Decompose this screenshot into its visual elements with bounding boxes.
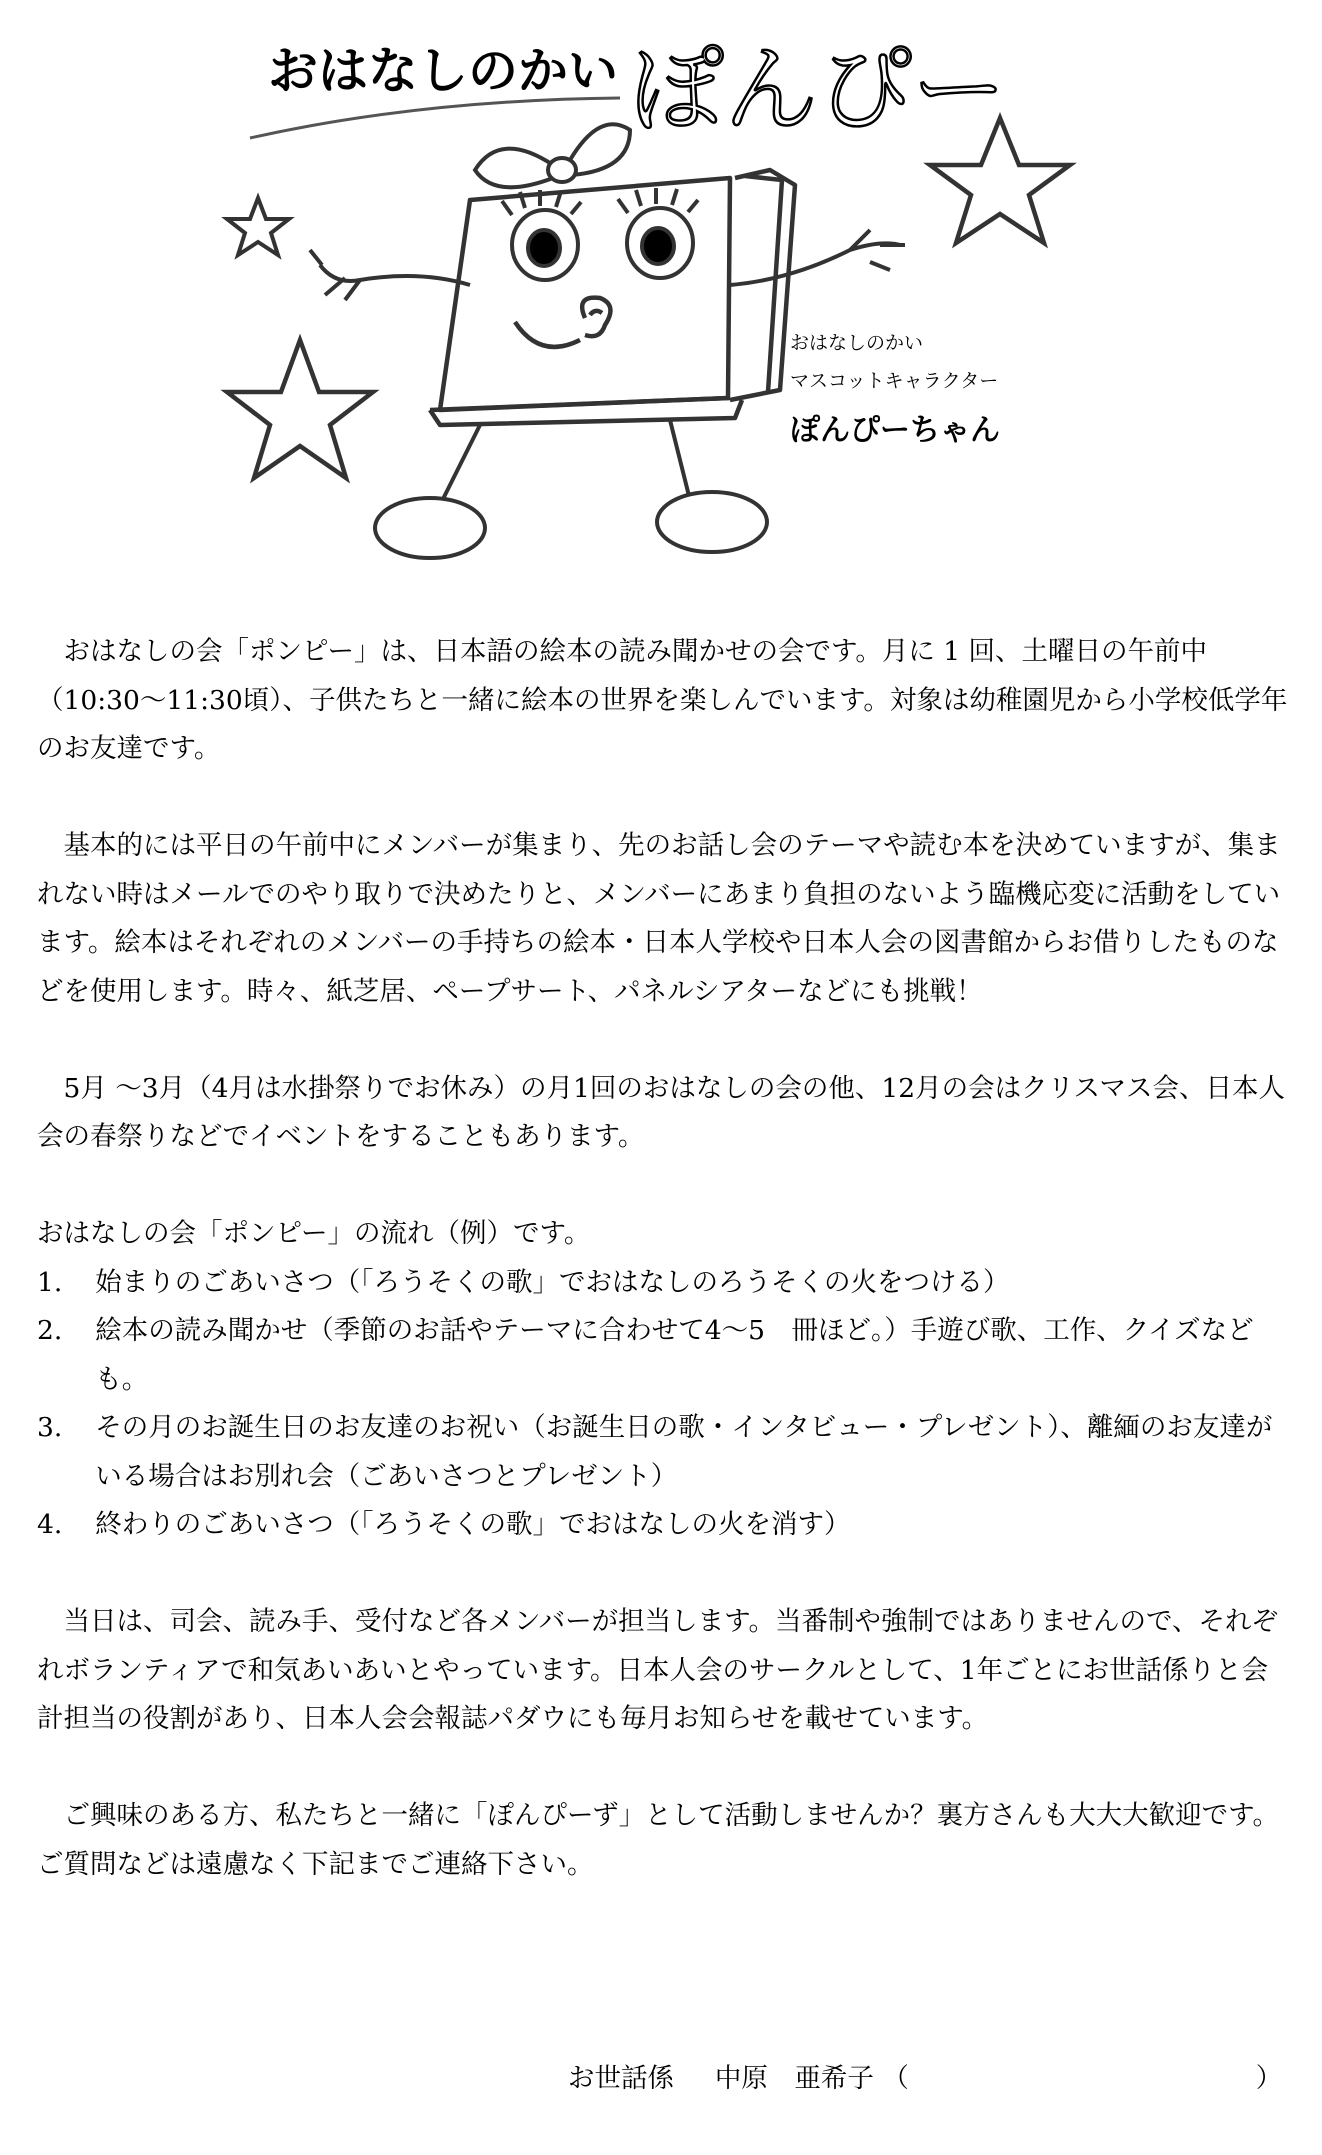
- flow-item: 4. 終わりのごあいさつ（「ろうそくの歌」でおはなしの火を消す）: [37, 1509, 851, 1540]
- contact-name: 中原 亜希子: [714, 2063, 874, 2094]
- book-mascot: [430, 170, 795, 425]
- invite-paragraph: ご興味のある方、私たちと一緒に「ぽんぴーず」として活動しませんか？裏方さんも大大大歓迎です。ご質問などは遠慮なく下記までご連絡下さい。: [37, 1800, 1280, 1880]
- mascot-caption-line2: マスコットキャラクター: [790, 370, 999, 392]
- title-right: ぽんぴー: [630, 36, 1007, 145]
- large-star-icon-left: [227, 340, 373, 478]
- flow-item: 1. 始まりのごあいさつ（「ろうそくの歌」でおはなしのろうそくの火をつける）: [37, 1266, 1010, 1298]
- title-left: おはなしのかい: [268, 42, 618, 100]
- mascot-caption-line1: おはなしのかい: [790, 332, 924, 354]
- bow-icon: [475, 124, 630, 187]
- schedule-paragraph: 5月 〜3月（4月は水掛祭りでお休み）の月1回のおはなしの会の他、12月の会はクリスマス会、日本人会の春祭りなどでイベントをすることもあります。: [37, 1072, 1286, 1152]
- flow-item: 3. その月のお誕生日のお友達のお祝い（お誕生日の歌・インタビュー・プレゼント）、離緬のお友達がいる場合はお別れ会（ごあいさつとプレゼント）: [37, 1412, 1273, 1492]
- mascot-name: ぽんぴーちゃん: [790, 413, 1000, 448]
- activities-paragraph: 基本的には平日の午前中にメンバーが集まり、先のお話し会のテーマや読む本を決めていますが、集まれない時はメールでのやり取りで決めたりと、メンバーにあまり負担のないよう臨機応変に活動をしています。絵本はそれぞれのメンバーの手持ちの絵本・日本人学校や日本人会の図書館からお借りしたものなどを使用します。時々、紙芝居、ペープサート、パネルシアターなどにも挑戦！: [37, 830, 1281, 1007]
- contact-role: お世話係: [568, 2063, 674, 2094]
- title-swoosh: [250, 98, 620, 138]
- intro-paragraph: おはなしの会「ポンピー」は、日本語の絵本の読み聞かせの会です。月に 1 回、土曜日の午前中（10:30〜11:30頃）、子供たちと一緒に絵本の世界を楽しんでいます。対象は幼稚園児から小学校低学年のお友達です。: [37, 636, 1288, 764]
- small-star-icon: [227, 198, 289, 255]
- legs: [375, 420, 767, 558]
- document-body: [37, 628, 1289, 1889]
- roles-paragraph: 当日は、司会、読み手、受付など各メンバーが担当します。当番制や強制ではありませんので、それぞれボランティアで和気あいあいとやっています。日本人会のサークルとして、1年ごとにお世話係りと会計担当の役割があり、日本人会会報誌パダウにも毎月お知らせを載せています。: [37, 1606, 1278, 1734]
- flow-heading: おはなしの会「ポンピー」の流れ（例）です。: [37, 1218, 591, 1249]
- header-illustration: [0, 0, 1322, 580]
- mascot-illustration: [0, 0, 1322, 580]
- contact-line: [568, 2055, 1288, 2103]
- contact-paren-open: （: [882, 2063, 909, 2094]
- contact-paren-close: ）: [1255, 2063, 1283, 2094]
- flow-item: 2. 絵本の読み聞かせ（季節のお話やテーマに合わせて4〜5 冊ほど。）手遊び歌、工作、クイズなども。: [37, 1315, 1254, 1395]
